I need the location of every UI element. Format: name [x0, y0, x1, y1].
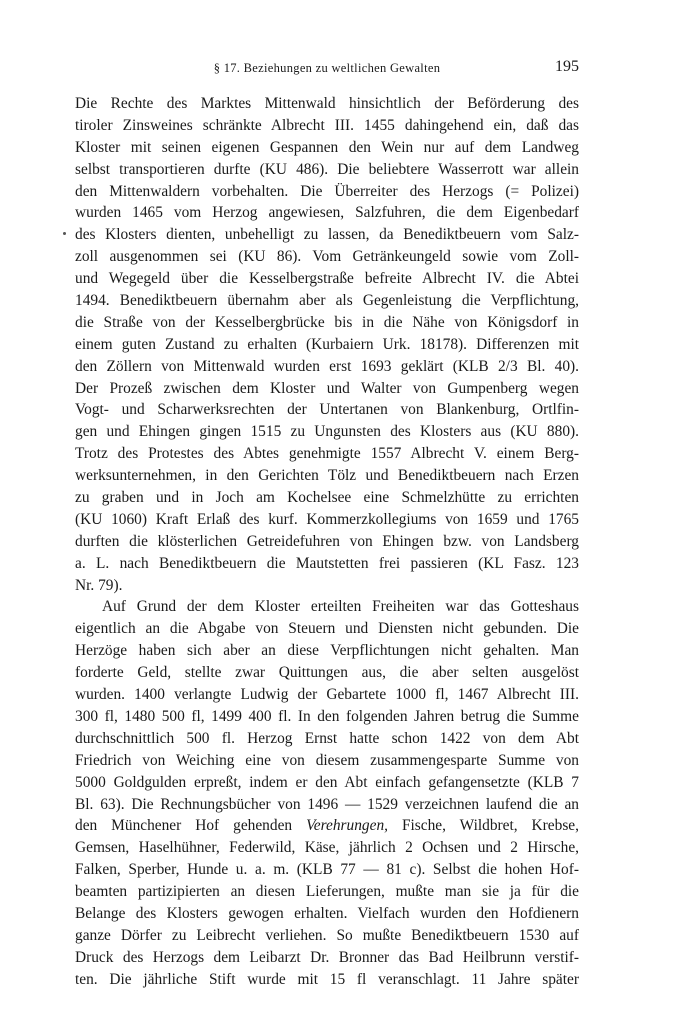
text-line: und Wegegeld über die Kesselbergstraße befreite Albrecht IV. die Abtei — [75, 270, 579, 288]
text-line: Vogt- und Scharwerksrechten der Untertanen von Blankenburg, Ortlfin- — [75, 401, 579, 419]
text-line: ganze Dörfer zu Leibrecht verliehen. So mußte Benediktbeuern 1530 auf — [75, 926, 579, 944]
text-line: durften die klösterlichen Getreidefuhren von Ehingen bzw. von Landsberg — [75, 532, 579, 550]
text-line: ten. Die jährliche Stift wurde mit 15 fl veranschlagt. 11 Jahre später — [75, 970, 579, 988]
text-line: 1494. Benediktbeuern übernahm aber als Gegenleistung die Verpflichtung, — [75, 292, 579, 310]
text-line: selbst transportieren durfte (KU 486). Die beliebtere Wasserrott war allein — [75, 160, 579, 178]
text-line: eigentlich an die Abgabe von Steuern und Diensten nicht gebunden. Die — [75, 620, 579, 638]
text-line: den Zöllern von Mittenwald wurden erst 1693 geklärt (KLB 2/3 Bl. 40). — [75, 357, 579, 375]
text-line: tiroler Zinsweines schränkte Albrecht III. 1455 dahingehend ein, daß das — [75, 116, 579, 134]
text-line: Friedrich von Weiching eine von diesem zusammengesparte Summe von — [75, 751, 579, 769]
text-line: Herzöge haben sich aber an diese Verpflichtungen nicht gehalten. Man — [75, 642, 579, 660]
text-line: den Mittenwaldern vorbehalten. Die Überreiter des Herzogs (= Polizei) — [75, 182, 579, 200]
text-line: gen und Ehingen gingen 1515 zu Ungunsten des Klosters aus (KU 880). — [75, 423, 579, 441]
paragraph-1 — [75, 93, 579, 596]
text-line: Belange des Klosters gewogen erhalten. Vielfach wurden den Hofdienern — [75, 904, 579, 922]
text-line: Trotz des Protestes des Abtes genehmigte 1557 Albrecht V. einem Berg- — [75, 445, 579, 463]
text-line: wurden 1465 vom Herzog angewiesen, Salzfuhren, die dem Eigenbedarf — [75, 204, 579, 222]
margin-dot-mark — [63, 232, 66, 235]
running-header — [75, 58, 579, 80]
text-line: die Straße von der Kesselbergbrücke bis in die Nähe von Königsdorf in — [75, 313, 579, 331]
text-line: Druck des Herzogs dem Leibarzt Dr. Bronner das Bad Heilbrunn verstif- — [75, 948, 579, 966]
italic-term: Verehrungen, — [306, 817, 388, 835]
text-line: Bl. 63). Die Rechnungsbücher von 1496 — 1529 verzeichnen laufend die an — [75, 795, 579, 813]
body-text — [75, 93, 579, 991]
text-line: durchschnittlich 500 fl. Herzog Ernst hatte schon 1422 von dem Abt — [75, 729, 579, 747]
paragraph-2 — [75, 596, 579, 990]
text-line: werksunternehmen, in den Gerichten Tölz und Benediktbeuern nach Erzen — [75, 467, 579, 485]
text-segment: Fische, Wildbret, Krebse, — [387, 817, 579, 835]
text-line: 5000 Goldgulden erpreßt, indem er den Abt einfach gefangensetzte (KLB 7 — [75, 773, 579, 791]
text-line: Falken, Sperber, Hunde u. a. m. (KLB 77 — 81 c). Selbst die hohen Hof- — [75, 861, 579, 879]
text-line: beamten partizipierten an diesen Lieferungen, mußte man sie ja für die — [75, 883, 579, 901]
text-line: Nr. 79). — [75, 576, 123, 594]
text-line: Auf Grund der dem Kloster erteilten Freiheiten war das Gotteshaus — [102, 598, 579, 616]
running-title: § 17. Beziehungen zu weltlichen Gewalten — [213, 61, 441, 75]
page-number: 195 — [555, 58, 579, 75]
text-line: Der Prozeß zwischen dem Kloster und Walter von Gumpenberg wegen — [75, 379, 579, 397]
text-line: einem guten Zustand zu erhalten (Kurbaiern Urk. 18178). Differenzen mit — [75, 335, 579, 353]
text-segment: den Münchener Hof gehenden — [75, 817, 307, 835]
text-line-with-italic — [75, 815, 579, 837]
text-line: zu graben und in Joch am Kochelsee eine Schmelzhütte zu errichten — [75, 489, 579, 507]
text-line: des Klosters dienten, unbehelligt zu lassen, da Benediktbeuern vom Salz- — [75, 226, 579, 244]
text-line: zoll ausgenommen sei (KU 86). Vom Getränkeungeld sowie vom Zoll- — [75, 248, 579, 266]
text-line: Kloster mit seinen eigenen Gespannen den Wein nur auf dem Landweg — [75, 138, 579, 156]
text-line: Die Rechte des Marktes Mittenwald hinsichtlich der Beförderung des — [75, 95, 579, 112]
text-line: wurden. 1400 verlangte Ludwig der Gebartete 1000 fl, 1467 Albrecht III. — [75, 686, 579, 704]
text-line: (KU 1060) Kraft Erlaß des kurf. Kommerzkollegiums von 1659 und 1765 — [75, 510, 579, 528]
text-line: a. L. nach Benediktbeuern die Mautstetten frei passieren (KL Fasz. 123 — [75, 554, 579, 572]
text-line: Gemsen, Haselhühner, Federwild, Käse, jährlich 2 Ochsen und 2 Hirsche, — [75, 839, 579, 857]
text-line: forderte Geld, stellte zwar Quittungen aus, die aber selten ausgelöst — [75, 664, 579, 682]
text-line: 300 fl, 1480 500 fl, 1499 400 fl. In den folgenden Jahren betrug die Summe — [75, 707, 579, 725]
